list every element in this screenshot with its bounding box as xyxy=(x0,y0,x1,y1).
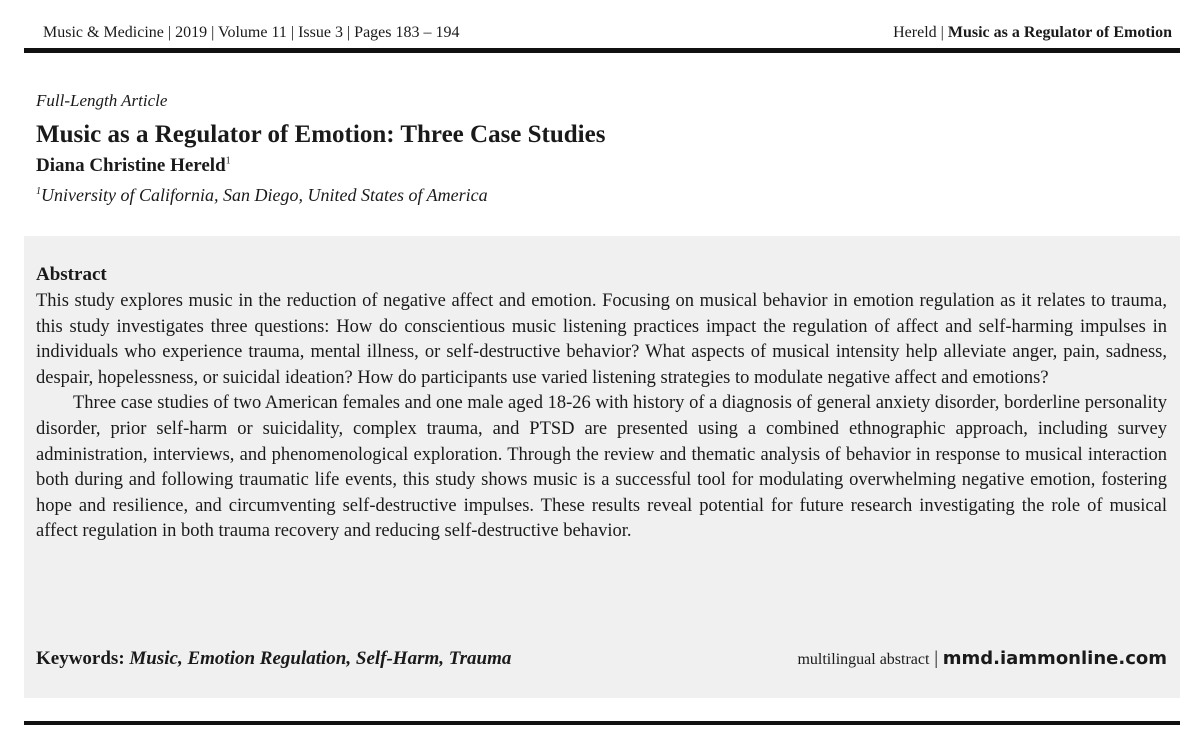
journal-website-link[interactable]: mmd.iammonline.com xyxy=(942,648,1167,669)
article-title: Music as a Regulator of Emotion: Three Case Studies xyxy=(36,121,606,148)
author-name: Diana Christine Hereld xyxy=(36,155,226,176)
link-separator: | xyxy=(929,648,943,669)
author-line xyxy=(36,155,231,177)
abstract-box xyxy=(24,236,1180,698)
header-rule xyxy=(24,48,1180,53)
keywords-values: Music, Emotion Regulation, Self-Harm, Trauma xyxy=(129,648,512,669)
affiliation: University of California, San Diego, United States of America xyxy=(41,185,488,205)
abstract-body xyxy=(36,289,1167,545)
running-author: Hereld | xyxy=(893,24,948,41)
abstract-paragraph-2: Three case studies of two American females and one male aged 18-26 with history of a diagnosis of general anxiety disorder, borderline personality disorder, prior self-harm or suicidality, complex trauma, and PTSD are presented using a combined ethnographic approach, including survey administration, interviews, and phenomenological exploration. Through the review and thematic analysis of behavior in response to musical interaction both during and following traumatic life events, this study shows music is a successful tool for modulating overwhelming negative emotion, fostering hope and resilience, and circumventing self-destructive impulses. These results reveal potential for future research investigating the role of musical affect regulation in both trauma recovery and reducing self-destructive behavior. xyxy=(36,393,1167,542)
journal-info: Music & Medicine | 2019 | Volume 11 | Issue 3 | Pages 183 – 194 xyxy=(43,24,460,41)
affiliation-mark: 1 xyxy=(36,186,41,197)
keywords-label: Keywords: xyxy=(36,648,130,669)
multilingual-abstract-link[interactable] xyxy=(797,648,1167,670)
keywords xyxy=(36,648,511,670)
author-affil-mark: 1 xyxy=(225,155,231,167)
affiliation-line xyxy=(36,185,488,206)
running-head xyxy=(893,24,1172,42)
article-type: Full-Length Article xyxy=(36,91,168,110)
running-title: Music as a Regulator of Emotion xyxy=(947,24,1172,41)
multilingual-prefix: multilingual abstract xyxy=(797,651,930,668)
bottom-rule xyxy=(24,721,1180,725)
page-header xyxy=(24,0,1180,48)
abstract-heading: Abstract xyxy=(36,264,107,285)
abstract-paragraph-1: This study explores music in the reduction of negative affect and emotion. Focusing on musical behavior in emotion regulation as it relates to trauma, this study investigates three questions: How do conscientious music listening practices impact the regulation of affect and self-harming impulses in individuals who experience trauma, mental illness, or self-destructive behavior? What aspects of musical intensity help alleviate anger, pain, sadness, despair, hopelessness, or suicidal ideation? How do participants use varied listening strategies to modulate negative affect and emotions? xyxy=(36,291,1167,388)
